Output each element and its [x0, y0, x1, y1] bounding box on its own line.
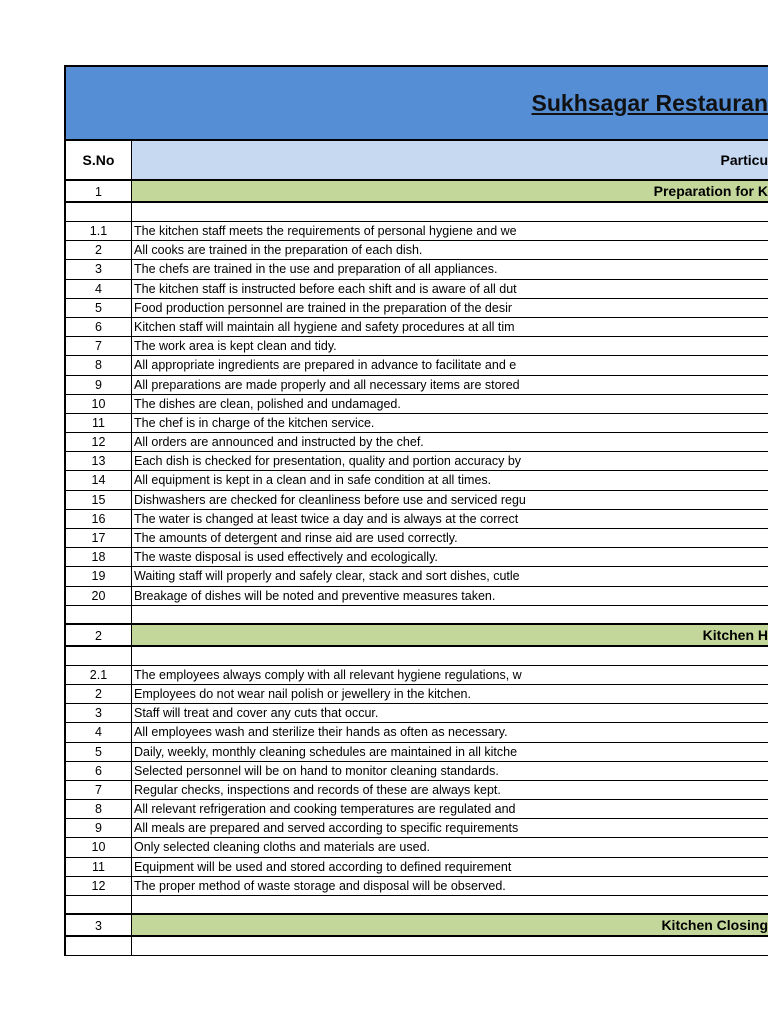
table-row: [66, 685, 768, 704]
section-row: [66, 625, 768, 647]
item-number: 11: [66, 414, 132, 432]
item-text: The chefs are trained in the use and preparation of all appliances.: [134, 262, 498, 277]
item-text: Selected personnel will be on hand to monitor cleaning standards.: [134, 763, 499, 778]
item-number: 13: [66, 452, 132, 470]
section-row: [66, 181, 768, 203]
item-text: Each dish is checked for presentation, quality and portion accuracy by: [134, 454, 522, 469]
item-number: 5: [66, 299, 132, 317]
table-row: [66, 510, 768, 529]
blank-row: [66, 647, 768, 666]
table-row: [66, 800, 768, 819]
item-text: Waiting staff will properly and safely clear, stack and sort dishes, cutle: [134, 569, 520, 584]
section-number: 1: [66, 181, 132, 201]
blank-row: [66, 606, 768, 625]
table-row: [66, 433, 768, 452]
item-number: 12: [66, 433, 132, 451]
checklist-table: [64, 65, 768, 956]
table-row: [66, 548, 768, 567]
table-row: [66, 567, 768, 586]
table-row: [66, 299, 768, 318]
item-number: 8: [66, 356, 132, 374]
section-number: 2: [66, 625, 132, 645]
table-row: [66, 819, 768, 838]
item-text: All preparations are made properly and all necessary items are stored: [134, 377, 520, 392]
item-text: The proper method of waste storage and disposal will be observed.: [134, 878, 506, 893]
item-number: 8: [66, 800, 132, 818]
item-text: Dishwashers are checked for cleanliness before use and serviced regu: [134, 492, 526, 507]
header-row: [66, 141, 768, 181]
item-number: 3: [66, 704, 132, 722]
section-heading: Kitchen H: [132, 625, 768, 645]
table-row: [66, 414, 768, 433]
item-number: 2: [66, 241, 132, 259]
blank-row: [66, 937, 768, 956]
item-text: The amounts of detergent and rinse aid are used correctly.: [134, 531, 458, 545]
table-row: [66, 318, 768, 337]
table-row: [66, 743, 768, 762]
blank-cell: [132, 203, 768, 221]
table-row: [66, 337, 768, 356]
table-row: [66, 471, 768, 490]
item-text: Breakage of dishes will be noted and preventive measures taken.: [134, 588, 496, 603]
item-text: Staff will treat and cover any cuts that occur.: [134, 706, 379, 721]
item-number: 4: [66, 280, 132, 298]
section-heading: Preparation for K: [132, 181, 768, 201]
title-row: [66, 67, 768, 141]
blank-cell: [132, 896, 768, 913]
blank-cell: [66, 203, 132, 221]
table-row: [66, 838, 768, 857]
item-number: 17: [66, 529, 132, 547]
table-row: [66, 491, 768, 510]
item-text: Equipment will be used and stored according to defined requirement: [134, 859, 512, 874]
item-number: 9: [66, 376, 132, 394]
item-text: The work area is kept clean and tidy.: [134, 339, 337, 354]
item-number: 6: [66, 318, 132, 336]
table-row: [66, 587, 768, 606]
item-text: The waste disposal is used effectively and ecologically.: [134, 550, 438, 565]
table-row: [66, 704, 768, 723]
blank-cell: [66, 896, 132, 913]
item-text: Food production personnel are trained in the preparation of the desir: [134, 300, 513, 315]
table-row: [66, 241, 768, 260]
item-number: 11: [66, 858, 132, 876]
table-row: [66, 762, 768, 781]
item-number: 6: [66, 762, 132, 780]
table-row: [66, 452, 768, 471]
item-number: 14: [66, 471, 132, 489]
blank-cell: [66, 937, 132, 955]
item-text: The employees always comply with all relevant hygiene regulations, w: [134, 667, 522, 682]
item-number: 15: [66, 491, 132, 509]
item-text: Kitchen staff will maintain all hygiene and safety procedures at all tim: [134, 319, 515, 334]
item-text: Employees do not wear nail polish or jewellery in the kitchen.: [134, 686, 471, 701]
item-number: 10: [66, 838, 132, 856]
item-text: The kitchen staff is instructed before each shift and is aware of all dut: [134, 281, 517, 296]
section-number: 3: [66, 915, 132, 935]
item-text: All appropriate ingredients are prepared in advance to facilitate and e: [134, 358, 517, 373]
item-number: 7: [66, 781, 132, 799]
table-row: [66, 356, 768, 375]
item-number: 3: [66, 260, 132, 278]
item-text: All orders are announced and instructed by the chef.: [134, 435, 424, 450]
item-number: 2.1: [66, 666, 132, 684]
table-row: [66, 222, 768, 241]
table-body: [66, 181, 768, 956]
blank-cell: [66, 647, 132, 665]
item-text: All relevant refrigeration and cooking temperatures are regulated and: [134, 802, 516, 817]
table-row: [66, 280, 768, 299]
item-text: Only selected cleaning cloths and materials are used.: [134, 840, 430, 855]
item-number: 19: [66, 567, 132, 585]
table-row: [66, 723, 768, 742]
item-number: 5: [66, 743, 132, 761]
section-heading: Kitchen Closing: [132, 915, 768, 935]
header-particulars: Particu: [132, 141, 768, 179]
item-text: All cooks are trained in the preparation of each dish.: [134, 243, 423, 258]
item-number: 10: [66, 395, 132, 413]
item-text: The dishes are clean, polished and undamaged.: [134, 396, 401, 411]
table-row: [66, 666, 768, 685]
item-text: All meals are prepared and served according to specific requirements: [134, 821, 519, 836]
item-number: 2: [66, 685, 132, 703]
item-number: 16: [66, 510, 132, 528]
item-text: Daily, weekly, monthly cleaning schedules are maintained in all kitche: [134, 744, 518, 759]
item-text: The chef is in charge of the kitchen service.: [134, 415, 375, 430]
section-row: [66, 915, 768, 937]
item-number: 4: [66, 723, 132, 741]
item-number: 7: [66, 337, 132, 355]
blank-row: [66, 203, 768, 222]
blank-row: [66, 896, 768, 915]
blank-cell: [132, 606, 768, 623]
blank-cell: [66, 606, 132, 623]
header-sno: S.No: [66, 141, 132, 179]
item-number: 12: [66, 877, 132, 895]
item-number: 20: [66, 587, 132, 605]
blank-cell: [132, 937, 768, 955]
table-row: [66, 877, 768, 896]
item-text: The kitchen staff meets the requirements of personal hygiene and we: [134, 224, 517, 238]
item-text: Regular checks, inspections and records of these are always kept.: [134, 782, 501, 797]
page-title: Sukhsagar Restauran: [531, 90, 768, 116]
table-row: [66, 260, 768, 279]
blank-cell: [132, 647, 768, 665]
item-text: The water is changed at least twice a day and is always at the correct: [134, 511, 519, 526]
table-row: [66, 376, 768, 395]
item-number: 9: [66, 819, 132, 837]
table-row: [66, 858, 768, 877]
item-text: All equipment is kept in a clean and in safe condition at all times.: [134, 473, 492, 488]
table-row: [66, 395, 768, 414]
table-row: [66, 781, 768, 800]
item-number: 1.1: [66, 222, 132, 240]
item-number: 18: [66, 548, 132, 566]
table-row: [66, 529, 768, 548]
item-text: All employees wash and sterilize their hands as often as necessary.: [134, 725, 508, 740]
